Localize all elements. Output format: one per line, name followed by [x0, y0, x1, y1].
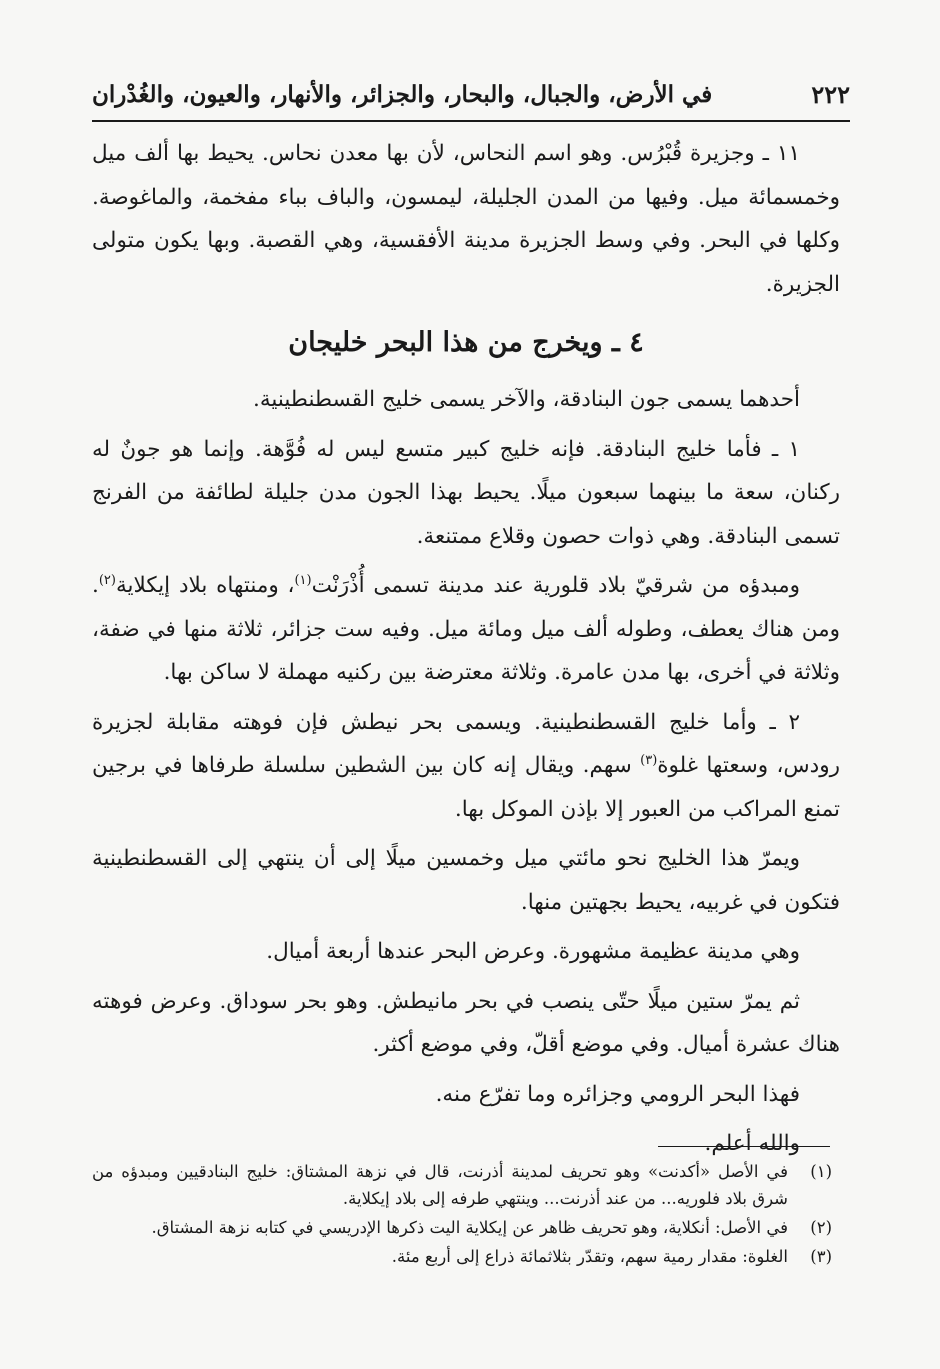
- paragraph-mantish-sea: ثم يمرّ ستين ميلًا حتّى ينصب في بحر مانيطش. وهو بحر سوداق. وعرض فوهته هناك عشرة أميال. وفي موضع أقلّ، وفي موضع أكثر.: [92, 988, 840, 1057]
- paragraph-text: ومبدؤه من شرقيّ بلاد قلورية عند مدينة تسمى أُذْرَنْت: [311, 573, 800, 598]
- paragraph-two-gulfs: أحدهما يسمى جون البنادقة، والآخر يسمى خليج القسطنطينية.: [252, 387, 800, 412]
- footnote-text: في الأصل «أكدنت» وهو تحريف لمدينة أذرنت، قال في نزهة المشتاق: خليج البنادقيين ومبدؤه من شرق بلاد فلوريه... من عند أذرنت... وينتهي طرفه إلى بلاد إيكلاية.: [92, 1162, 788, 1208]
- paragraph-text: سهم. ويقال إنه كان بين الشطين سلسلة طرفاها في برجين تمنع المراكب من العبور إلا بإذن الموكل بها.: [92, 753, 840, 822]
- page-header: [92, 68, 850, 122]
- paragraph-text: ، ومنتهاه بلاد إيكلاية: [115, 573, 295, 598]
- footnotes: [92, 1158, 832, 1272]
- paragraph-closing: والله أعلم.: [704, 1131, 800, 1156]
- paragraph-gulf-length: ويمرّ هذا الخليج نحو مائتي ميل وخمسين ميلًا إلى أن ينتهي إلى القسطنطينية فتكون في غربيه، يحيط بجهتين منها.: [92, 846, 840, 915]
- footnote-divider: [658, 1146, 830, 1147]
- paragraph-text: ٢ ـ وأما خليج القسطنطينية. ويسمى بحر نيطش فإن فوهته مقابلة لجزيرة رودس، وسعتها غلوة: [92, 709, 840, 778]
- paragraph-venice-extent: [92, 564, 840, 695]
- paragraph-city: وهي مدينة عظيمة مشهورة. وعرض البحر عندها أربعة أميال.: [266, 939, 800, 964]
- footnote-1: [92, 1158, 832, 1212]
- footnote-ref-3[interactable]: (٣): [640, 752, 658, 768]
- section-heading: ٤ ـ ويخرج من هذا البحر خليجان: [288, 327, 644, 358]
- footnote-3: [92, 1243, 832, 1270]
- footnote-2: [92, 1214, 832, 1241]
- paragraph-cyprus: ١١ ـ وجزيرة قُبْرُس. وهو اسم النحاس، لأن بها معدن نحاس. يحيط بها ألف ميل وخمسمائة ميل. وفيها من المدن الجليلة، ليمسون، والباف بباء مفخمة، والماغوصة. وكلها في البحر. وفي وسط الجزيرة مدينة الأفقسية، وهي القصبة. وبها يكون متولى الجزيرة.: [92, 141, 840, 297]
- paragraph-constantinople-gulf: [92, 701, 840, 832]
- footnote-text: الغلوة: مقدار رمية سهم، وتقدّر بثلاثمائة ذراع إلى أربع مئة.: [391, 1247, 788, 1266]
- page-number: ٢٢٢: [811, 79, 850, 109]
- footnote-number: (٣): [810, 1247, 832, 1266]
- running-title: في الأرض، والجبال، والبحار، والجزائر، والأنهار، والعيون، والغُدْران: [92, 80, 713, 108]
- footnote-text: في الأصل: أنكلاية، وهو تحريف ظاهر عن إيكلاية اليت ذكرها الإدريسي في كتابه نزهة المشتاق.: [151, 1218, 788, 1237]
- paragraph-text: . ومن هناك يعطف، وطوله ألف ميل ومائة ميل. وفيه ست جزائر، ثلاثة منها في ضفة، وثلاثة في أخرى، بها مدن عامرة. وثلاثة معترضة بين ركنيه مهملة لا ساكن بها.: [92, 573, 840, 685]
- footnote-ref-1[interactable]: (١): [294, 572, 312, 588]
- footnote-number: (١): [810, 1162, 832, 1181]
- paragraph-venice-gulf: ١ ـ فأما خليج البنادقة. فإنه خليج كبير متسع ليس له فُوَّهة. وإنما هو جونٌ له ركنان، سعة ما بينهما سبعون ميلًا. يحيط بهذا الجون مدن جليلة لطائفة من الفرنج تسمى البنادقة. وهي ذوات حصون وقلاع ممتنعة.: [92, 436, 840, 549]
- paragraph-conclusion: فهذا البحر الرومي وجزائره وما تفرّع منه.: [435, 1081, 800, 1107]
- footnote-ref-2[interactable]: (٢): [98, 572, 116, 588]
- main-text: [92, 132, 840, 1172]
- footnote-number: (٢): [810, 1218, 832, 1237]
